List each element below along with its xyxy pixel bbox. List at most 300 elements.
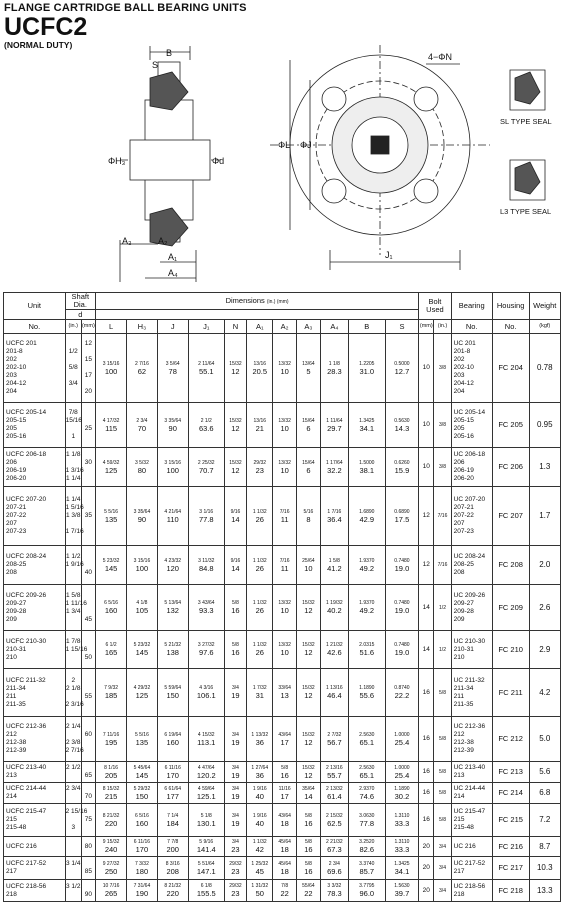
cell-dim-1: 2 7/16 62 — [127, 334, 157, 403]
cell-dim-2: 3 15/16 100 — [157, 448, 188, 487]
cell-bolt-mm: 10 — [419, 448, 434, 487]
cell-dim-6: 43/64 18 — [273, 804, 297, 837]
cell-unit: UCFC 211-32 211-34 211 211-35 — [4, 669, 66, 717]
cell-dim-0: 3 15/16 100 — [95, 334, 126, 403]
table-row — [4, 762, 561, 783]
cell-unit: UCFC 208-24 208-25 208 — [4, 546, 66, 585]
cell-unit: UCFC 210-30 210-31 210 — [4, 631, 66, 669]
label-h3: ΦH₃ — [108, 156, 126, 166]
label-j1: J₁ — [385, 250, 393, 260]
cell-dim-6: 43/64 17 — [273, 717, 297, 762]
cell-unit: UCFC 201 201-8 202 202-10 203 204-12 204 — [4, 334, 66, 403]
table-row — [4, 334, 561, 403]
cell-housing: FC 214 — [492, 783, 529, 804]
cell-housing: FC 207 — [492, 487, 529, 546]
cell-dim-7: 55/64 22 — [297, 880, 321, 902]
cell-dim-1: 6 5/16 160 — [127, 804, 157, 837]
cell-dim-8: 1 13/16 46.4 — [320, 669, 348, 717]
cell-dim-10: 1.0000 25.4 — [385, 717, 419, 762]
cell-bearing: UC 209-26 209-27 209-28 209 — [451, 585, 492, 631]
cell-bearing: UC 207-20 207-21 207-22 207 207-23 — [451, 487, 492, 546]
cell-dim-0: 7 11/16 195 — [95, 717, 126, 762]
cell-dim-9: 1.3425 34.1 — [348, 403, 385, 448]
cell-unit: UCFC 207-20 207-21 207-22 207 207-23 — [4, 487, 66, 546]
cell-bolt-mm: 12 — [419, 487, 434, 546]
cell-dim-1: 5 45/64 145 — [127, 762, 157, 783]
cell-bolt-in: 7/16 — [434, 546, 451, 585]
cell-dim-8: 2 15/32 62.5 — [320, 804, 348, 837]
hdr-col-j: J — [157, 320, 188, 334]
cell-dim-10: 0.7480 19.0 — [385, 631, 419, 669]
cell-bearing: UC 211-32 211-34 211 211-35 — [451, 669, 492, 717]
cell-dim-3: 2 25/32 70.7 — [188, 448, 224, 487]
cell-dim-7: 5/8 16 — [297, 837, 321, 857]
cell-bolt-mm: 14 — [419, 585, 434, 631]
cell-dim-0: 4 17/32 115 — [95, 403, 126, 448]
table-row — [4, 717, 561, 762]
cell-bolt-mm: 10 — [419, 403, 434, 448]
cell-dim-4: 3/4 19 — [224, 783, 247, 804]
cell-dim-10: 0.7480 19.0 — [385, 585, 419, 631]
cell-dim-8: 2 3/4 69.6 — [320, 857, 348, 880]
cell-dim-2: 7 1/4 184 — [157, 804, 188, 837]
cell-dim-2: 5 13/64 132 — [157, 585, 188, 631]
hdr-bearing-no: No. — [451, 320, 492, 334]
cell-dim-3: 5 1/8 130.1 — [188, 804, 224, 837]
cell-dim-7: 15/64 6 — [297, 403, 321, 448]
cell-weight: 8.7 — [529, 837, 560, 857]
category-title: FLANGE CARTRIDGE BALL BEARING UNITS — [4, 2, 247, 14]
cell-dim-5: 1 1/32 26 — [247, 585, 273, 631]
cell-dim-8: 1 17/64 32.2 — [320, 448, 348, 487]
cell-unit: UCFC 217-52 217 — [4, 857, 66, 880]
hdr-col-j1: J₁ — [188, 320, 224, 334]
cell-housing: FC 208 — [492, 546, 529, 585]
cell-dim-1: 3 15/16 100 — [127, 546, 157, 585]
cell-shaft-in: 1 1/4 1 5/16 1 3/8 1 7/16 — [65, 487, 81, 546]
cell-dim-5: 1 1/32 42 — [247, 837, 273, 857]
cell-bolt-mm: 12 — [419, 546, 434, 585]
cell-dim-4: 15/32 12 — [224, 448, 247, 487]
cell-shaft-in: 2 1/2 — [65, 762, 81, 783]
cell-dim-5: 1 25/32 45 — [247, 857, 273, 880]
cell-housing: FC 217 — [492, 857, 529, 880]
cell-dim-9: 2.5630 65.1 — [348, 762, 385, 783]
cell-dim-0: 8 1/16 205 — [95, 762, 126, 783]
cell-dim-4: 9/16 14 — [224, 546, 247, 585]
cell-dim-2: 3 5/64 78 — [157, 334, 188, 403]
cell-dim-4: 15/32 12 — [224, 403, 247, 448]
cell-bolt-in: 5/8 — [434, 783, 451, 804]
cell-dim-5: 13/16 21 — [247, 403, 273, 448]
cell-dim-3: 3 43/64 93.3 — [188, 585, 224, 631]
cell-bolt-in: 7/16 — [434, 487, 451, 546]
cell-dim-9: 2.0315 51.6 — [348, 631, 385, 669]
table-row — [4, 669, 561, 717]
hdr-col-l: L — [95, 320, 126, 334]
cell-unit: UCFC 212-36 212 212-38 212-39 — [4, 717, 66, 762]
cell-dim-2: 8 3/16 208 — [157, 857, 188, 880]
cell-bearing: UC 216 — [451, 837, 492, 857]
cell-dim-10: 1.3110 33.3 — [385, 837, 419, 857]
cell-shaft-in: 2 3/4 — [65, 783, 81, 804]
cell-dim-1: 6 11/16 170 — [127, 837, 157, 857]
cell-weight: 2.9 — [529, 631, 560, 669]
cell-housing: FC 216 — [492, 837, 529, 857]
cell-dim-4: 29/32 23 — [224, 880, 247, 902]
side-inner-ring — [130, 140, 210, 180]
cell-shaft-in: 1 1/2 1 9/16 — [65, 546, 81, 585]
cell-dim-5: 1 31/32 50 — [247, 880, 273, 902]
hdr-bolt: Bolt Used — [419, 293, 451, 320]
table-row — [4, 403, 561, 448]
hdr-col-s: S — [385, 320, 419, 334]
cell-dim-6: 7/16 11 — [273, 546, 297, 585]
cell-dim-5: 1 7/32 31 — [247, 669, 273, 717]
cell-dim-8: 1 5/8 41.2 — [320, 546, 348, 585]
cell-dim-2: 7 7/8 200 — [157, 837, 188, 857]
cell-dim-5: 1 1/32 26 — [247, 546, 273, 585]
hdr-col-a4: A₄ — [320, 320, 348, 334]
cell-dim-7: 15/32 12 — [297, 585, 321, 631]
cell-bearing: UC 208-24 208-25 208 — [451, 546, 492, 585]
label-j: ΦJ — [300, 140, 312, 150]
cell-bearing: UC 214-44 214 — [451, 783, 492, 804]
hdr-col-h3: H₃ — [127, 320, 157, 334]
cell-dim-8: 2 21/32 67.3 — [320, 837, 348, 857]
spec-table-body — [4, 334, 561, 902]
cell-housing: FC 215 — [492, 804, 529, 837]
cell-dim-3: 4 3/16 106.1 — [188, 669, 224, 717]
cell-dim-5: 1 9/16 40 — [247, 804, 273, 837]
cell-bolt-mm: 20 — [419, 857, 434, 880]
cell-dim-0: 8 15/32 215 — [95, 783, 126, 804]
bolt-hole — [414, 87, 438, 111]
table-row — [4, 804, 561, 837]
cell-shaft-in: 2 2 1/8 2 3/16 — [65, 669, 81, 717]
cell-dim-7: 5/16 8 — [297, 487, 321, 546]
cell-dim-2: 6 61/64 177 — [157, 783, 188, 804]
cell-shaft-in: 1 1/8 1 3/16 1 1/4 — [65, 448, 81, 487]
cell-bolt-in: 3/8 — [434, 448, 451, 487]
cell-dim-9: 1.9370 49.2 — [348, 546, 385, 585]
cell-weight: 0.78 — [529, 334, 560, 403]
cell-dim-7: 5/8 16 — [297, 857, 321, 880]
cell-dim-7: 25/64 10 — [297, 546, 321, 585]
cell-dim-7: 15/32 12 — [297, 717, 321, 762]
cell-dim-7: 5/8 16 — [297, 804, 321, 837]
hdr-shaft: Shaft Dia. — [65, 293, 95, 310]
cell-bearing: UC 218-56 218 — [451, 880, 492, 902]
label-d: Φd — [212, 156, 225, 166]
table-row — [4, 857, 561, 880]
technical-drawing — [0, 0, 566, 292]
cell-dim-8: 1 11/64 29.7 — [320, 403, 348, 448]
hdr-bolt-in: (in.) — [434, 320, 451, 334]
cell-dim-6: 7/8 22 — [273, 880, 297, 902]
table-row — [4, 487, 561, 546]
cell-shaft-in: 2 1/4 2 3/8 2 7/16 — [65, 717, 81, 762]
cell-shaft-in: 1 7/8 1 15/16 — [65, 631, 81, 669]
cell-dim-1: 3 35/64 90 — [127, 487, 157, 546]
cell-bolt-mm: 14 — [419, 631, 434, 669]
cell-shaft-in: 1 5/8 1 11/16 1 3/4 — [65, 585, 81, 631]
cell-bolt-in: 5/8 — [434, 717, 451, 762]
cell-dim-1: 2 3/4 70 — [127, 403, 157, 448]
cell-dim-3: 6 1/8 155.5 — [188, 880, 224, 902]
cell-dim-5: 1 1/32 26 — [247, 631, 273, 669]
hdr-bolt-mm: (mm) — [419, 320, 434, 334]
cell-dim-10: 0.5000 12.7 — [385, 334, 419, 403]
cell-dim-5: 1 27/64 36 — [247, 762, 273, 783]
cell-bolt-mm: 16 — [419, 669, 434, 717]
cell-dim-8: 1 19/32 40.2 — [320, 585, 348, 631]
table-row — [4, 448, 561, 487]
table-row — [4, 631, 561, 669]
cell-dim-1: 3 5/32 80 — [127, 448, 157, 487]
cell-dim-9: 3.7795 96.0 — [348, 880, 385, 902]
cell-dim-7: 35/64 14 — [297, 783, 321, 804]
cell-unit: UCFC 205-14 205-15 205 205-16 — [4, 403, 66, 448]
cell-shaft-mm: 90 — [81, 880, 95, 902]
cell-housing: FC 210 — [492, 631, 529, 669]
hdr-mm: (mm) — [81, 320, 95, 334]
cell-dim-2: 3 35/64 90 — [157, 403, 188, 448]
cell-dim-3: 3 1/16 77.8 — [188, 487, 224, 546]
cell-housing: FC 205 — [492, 403, 529, 448]
bolt-hole — [322, 87, 346, 111]
cell-dim-2: 4 21/64 110 — [157, 487, 188, 546]
table-row — [4, 783, 561, 804]
cell-dim-4: 5/8 16 — [224, 585, 247, 631]
label-n: 4−ΦN — [428, 52, 452, 62]
cell-dim-7: 15/32 12 — [297, 762, 321, 783]
spec-table — [3, 292, 561, 902]
cell-dim-4: 3/4 23 — [224, 837, 247, 857]
hdr-col-a2: A₂ — [273, 320, 297, 334]
cell-weight: 2.6 — [529, 585, 560, 631]
cell-dim-9: 3.3740 85.7 — [348, 857, 385, 880]
cell-bolt-mm: 20 — [419, 837, 434, 857]
cell-unit: UCFC 209-26 209-27 209-28 209 — [4, 585, 66, 631]
hdr-col-a3: A₃ — [297, 320, 321, 334]
model-title: UCFC2 — [4, 13, 88, 41]
cell-shaft-in: 3 1/4 — [65, 857, 81, 880]
cell-weight: 2.0 — [529, 546, 560, 585]
cell-dim-3: 4 15/32 113.1 — [188, 717, 224, 762]
seal-l3-label: L3 TYPE SEAL — [500, 207, 552, 216]
cell-bolt-mm: 16 — [419, 804, 434, 837]
cell-dim-8: 2 13/16 55.7 — [320, 762, 348, 783]
cell-dim-6: 13/32 10 — [273, 585, 297, 631]
cell-dim-3: 3 11/32 84.8 — [188, 546, 224, 585]
cell-dim-5: 1 1/32 26 — [247, 487, 273, 546]
bolt-hole — [322, 179, 346, 203]
cell-housing: FC 218 — [492, 880, 529, 902]
cell-shaft-in: 1/2 5/8 3/4 — [65, 334, 81, 403]
hdr-housing: Housing — [492, 293, 529, 320]
cell-dim-2: 5 59/64 150 — [157, 669, 188, 717]
cell-weight: 4.2 — [529, 669, 560, 717]
cell-dim-10: 1.3425 34.1 — [385, 857, 419, 880]
cell-dim-8: 2 13/32 61.4 — [320, 783, 348, 804]
cell-dim-8: 3 3/32 78.3 — [320, 880, 348, 902]
cell-bolt-in: 3/4 — [434, 880, 451, 902]
cell-dim-4: 9/16 14 — [224, 487, 247, 546]
cell-shaft-in: 3 1/2 — [65, 880, 81, 902]
cell-dim-0: 5 5/16 135 — [95, 487, 126, 546]
cell-dim-9: 3.0630 77.8 — [348, 804, 385, 837]
cell-dim-2: 4 23/32 120 — [157, 546, 188, 585]
cell-weight: 7.2 — [529, 804, 560, 837]
cell-dim-2: 5 21/32 138 — [157, 631, 188, 669]
cell-housing: FC 209 — [492, 585, 529, 631]
cell-dim-6: 45/64 18 — [273, 857, 297, 880]
cell-housing: FC 206 — [492, 448, 529, 487]
hdr-in: (in.) — [65, 320, 81, 334]
seal-sl-label: SL TYPE SEAL — [500, 117, 552, 126]
cell-shaft-mm: 50 — [81, 631, 95, 669]
cell-unit: UCFC 218-56 218 — [4, 880, 66, 902]
cell-bearing: UC 217-52 217 — [451, 857, 492, 880]
cell-shaft-in: 2 15/16 3 — [65, 804, 81, 837]
cell-dim-9: 1.1890 55.6 — [348, 669, 385, 717]
cell-dim-7: 15/32 12 — [297, 669, 321, 717]
cell-shaft-mm: 30 — [81, 448, 95, 487]
cell-dim-3: 4 47/64 120.2 — [188, 762, 224, 783]
cell-dim-9: 3.2520 82.6 — [348, 837, 385, 857]
cell-dim-8: 1 21/32 42.6 — [320, 631, 348, 669]
bore — [371, 136, 389, 154]
cell-dim-7: 13/64 5 — [297, 334, 321, 403]
cell-dim-7: 15/64 6 — [297, 448, 321, 487]
cell-dim-4: 3/4 19 — [224, 762, 247, 783]
cell-dim-10: 0.6890 17.5 — [385, 487, 419, 546]
cell-shaft-mm: 25 — [81, 403, 95, 448]
cell-dim-7: 15/32 12 — [297, 631, 321, 669]
cell-bolt-mm: 16 — [419, 762, 434, 783]
cell-dim-9: 1.9370 49.2 — [348, 585, 385, 631]
hdr-unit: Unit — [27, 301, 41, 310]
label-l: ΦL — [278, 140, 291, 150]
cell-weight: 5.0 — [529, 717, 560, 762]
cell-dim-1: 5 29/32 150 — [127, 783, 157, 804]
cell-dim-5: 1 13/32 36 — [247, 717, 273, 762]
label-a2: A₂ — [158, 236, 168, 246]
cell-weight: 13.3 — [529, 880, 560, 902]
cell-dim-10: 0.5630 14.3 — [385, 403, 419, 448]
cell-dim-1: 7 3/32 180 — [127, 857, 157, 880]
cell-dim-5: 1 9/16 40 — [247, 783, 273, 804]
label-a1: A₁ — [168, 252, 178, 262]
cell-bolt-in: 5/8 — [434, 804, 451, 837]
label-a3: A₃ — [122, 236, 132, 246]
cell-bolt-in: 5/8 — [434, 762, 451, 783]
cell-bolt-in: 1/2 — [434, 631, 451, 669]
cell-dim-0: 9 15/32 240 — [95, 837, 126, 857]
cell-dim-4: 5/8 16 — [224, 631, 247, 669]
cell-dim-9: 2.9370 74.6 — [348, 783, 385, 804]
cell-dim-1: 4 1/8 105 — [127, 585, 157, 631]
cell-dim-10: 0.7480 19.0 — [385, 546, 419, 585]
hdr-shaft-d: d — [65, 310, 95, 320]
cell-dim-10: 1.1890 30.2 — [385, 783, 419, 804]
cell-dim-3: 5 51/64 147.1 — [188, 857, 224, 880]
cell-dim-10: 0.6260 15.9 — [385, 448, 419, 487]
cell-shaft-mm: 45 — [81, 585, 95, 631]
cell-dim-3: 4 59/64 125.1 — [188, 783, 224, 804]
cell-dim-10: 1.5630 39.7 — [385, 880, 419, 902]
cell-unit: UCFC 216 — [4, 837, 66, 857]
cell-shaft-mm: 55 — [81, 669, 95, 717]
cell-bolt-mm: 16 — [419, 783, 434, 804]
cell-dim-9: 2.5630 65.1 — [348, 717, 385, 762]
cell-dim-6: 11/16 17 — [273, 783, 297, 804]
cell-dim-3: 2 1/2 63.6 — [188, 403, 224, 448]
cell-dim-6: 45/64 18 — [273, 837, 297, 857]
cell-dim-8: 1 7/16 36.4 — [320, 487, 348, 546]
cell-shaft-mm: 12 15 17 20 — [81, 334, 95, 403]
cell-shaft-mm: 35 — [81, 487, 95, 546]
cell-dim-10: 0.8740 22.2 — [385, 669, 419, 717]
cell-dim-10: 1.0000 25.4 — [385, 762, 419, 783]
cell-housing: FC 213 — [492, 762, 529, 783]
cell-dim-9: 1.5000 38.1 — [348, 448, 385, 487]
cell-bolt-mm: 20 — [419, 880, 434, 902]
cell-dim-2: 6 11/16 170 — [157, 762, 188, 783]
hdr-unit-no: No. — [4, 320, 66, 334]
label-b: B — [166, 48, 173, 58]
label-a4: A₄ — [168, 268, 178, 278]
cell-dim-1: 5 5/16 135 — [127, 717, 157, 762]
cell-bolt-mm: 10 — [419, 334, 434, 403]
cell-dim-0: 5 23/32 145 — [95, 546, 126, 585]
cell-dim-10: 1.3110 33.3 — [385, 804, 419, 837]
hdr-housing-no: No. — [492, 320, 529, 334]
cell-dim-6: 13/32 10 — [273, 631, 297, 669]
cell-dim-6: 13/32 10 — [273, 334, 297, 403]
cell-shaft-mm: 60 — [81, 717, 95, 762]
cell-dim-5: 13/16 20.5 — [247, 334, 273, 403]
cell-dim-5: 29/32 23 — [247, 448, 273, 487]
cell-bearing: UC 212-36 212 212-38 212-39 — [451, 717, 492, 762]
cell-dim-6: 33/64 13 — [273, 669, 297, 717]
cell-dim-8: 2 7/32 56.7 — [320, 717, 348, 762]
cell-unit: UCFC 213-40 213 — [4, 762, 66, 783]
cell-dim-0: 6 5/16 160 — [95, 585, 126, 631]
cell-dim-4: 29/32 23 — [224, 857, 247, 880]
cell-bolt-in: 1/2 — [434, 585, 451, 631]
cell-dim-1: 5 23/32 145 — [127, 631, 157, 669]
cell-shaft-mm: 75 — [81, 804, 95, 837]
cell-unit: UCFC 215-47 215 215-48 — [4, 804, 66, 837]
cell-dim-6: 5/8 16 — [273, 762, 297, 783]
cell-bearing: UC 210-30 210-31 210 — [451, 631, 492, 669]
cell-shaft-mm: 80 — [81, 837, 95, 857]
cell-dim-1: 7 31/64 190 — [127, 880, 157, 902]
cell-dim-9: 1.6890 42.9 — [348, 487, 385, 546]
cell-shaft-mm: 70 — [81, 783, 95, 804]
cell-weight: 1.7 — [529, 487, 560, 546]
cell-dim-3: 5 9/16 141.4 — [188, 837, 224, 857]
table-row — [4, 880, 561, 902]
cell-bolt-in: 3/8 — [434, 403, 451, 448]
cell-shaft-mm: 85 — [81, 857, 95, 880]
cell-weight: 1.3 — [529, 448, 560, 487]
cell-dim-2: 6 19/64 160 — [157, 717, 188, 762]
hdr-col-b: B — [348, 320, 385, 334]
table-row — [4, 546, 561, 585]
